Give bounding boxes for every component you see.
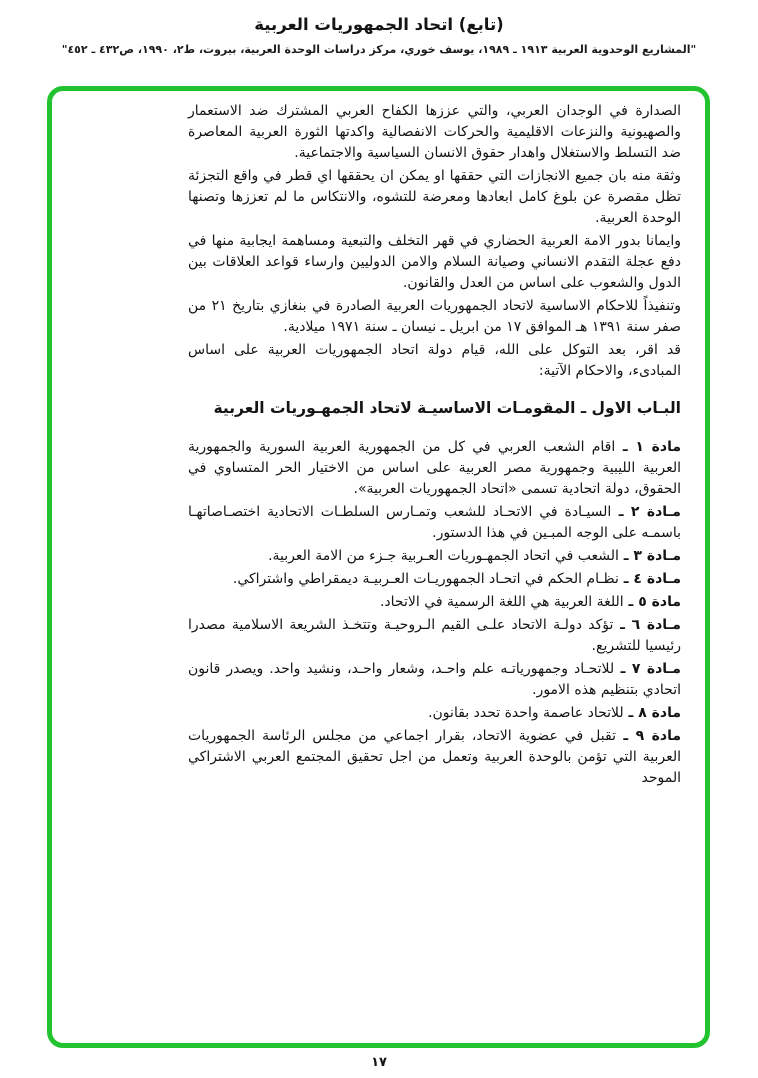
article-label: مـادة ٦ ـ [613, 617, 681, 633]
article-paragraph: مادة ٩ ـ تقبل في عضوية الاتحاد، بقرار اجماعي من مجلس الرئاسة الجمهوريات العربية التي تؤمن بالوحدة العربية وتعمل من اجل تحقيق المجتمع العربي الاشتراكي الموحد [188, 728, 682, 786]
section-heading: البـاب الاول ـ المقومـات الاساسيـة لاتحاد الجمهـوريات العربية [213, 399, 681, 417]
body-paragraph: الصدارة في الوجدان العربي، والتي عززها الكفاح العربي المشترك ضد الاستعمار والصهيونية والنزعات الاقليمية والحركات الانفصالية واكدتها الثورة العربية المعاصرة ضد التسلط والاستغلال واهدار حقوق الانسان السياسية والاجتماعية. [188, 103, 681, 161]
page-header [0, 0, 758, 57]
source-citation: "المشاريع الوحدوية العربية ١٩١٣ ـ ١٩٨٩، يوسف خوري، مركز دراسات الوحدة العربية، بيروت، ط٢، ١٩٩٠، ص٤٣٢ ـ ٤٥٢" [61, 43, 697, 56]
page-number: ١٧ [371, 1055, 387, 1070]
article-label: مادة ٩ ـ [616, 728, 682, 744]
document-body [188, 101, 681, 789]
article-paragraph: مـادة ٦ ـ تؤكد دولـة الاتحاد علـى القيم الـروحيـة وتتخـذ الشريعة الاسلامية مصدرا رئيسيا للتشريع. [188, 617, 681, 654]
body-paragraph: وثقة منه بان جميع الانجازات التي حققها او يمكن ان يحققها اي قطر في واقع التجزئة تظل مقصرة عن بلوغ كامل ابعادها ومعرضة للتشوه، والانتكاس ما لم تعززها وتصنها الوحدة العربية. [188, 168, 681, 226]
page-footer [0, 1051, 758, 1070]
article-paragraph: مـادة ٤ ـ نظـام الحكم في اتحـاد الجمهوريـات العـربيـة ديمقراطي واشتراكي. [232, 571, 681, 587]
article-label: مـادة ٧ ـ [614, 661, 681, 677]
document-title: (تابع) اتحاد الجمهوريات العربية [254, 15, 504, 34]
body-paragraph: وتنفيذاً للاحكام الاساسية لاتحاد الجمهوريات العربية الصادرة في بنغازي بتاريخ ٢١ من صفر سنة ١٣٩١ هـ الموافق ١٧ من ابريل ـ نيسان ـ سنة ١٩٧١ ميلادية. [188, 298, 681, 335]
body-paragraph: قد اقر، بعد التوكل على الله، قيام دولة اتحاد الجمهوريات العربية على اساس المبادىء، والاحكام الآتية: [188, 342, 681, 379]
green-border-frame [47, 86, 710, 1048]
article-label: مـادة ٢ ـ [611, 504, 681, 520]
article-paragraph: مادة ١ ـ اقام الشعب العربي في كل من الجمهورية العربية السورية والجمهورية العربية الليبية وجمهورية مصر العربية على اساس من الاختيار الحر المتساوي في الحقوق، دولة اتحادية تسمى «اتحاد الجمهوريات العربية». [188, 439, 681, 497]
article-label: مـادة ٤ ـ [618, 571, 681, 587]
article-label: مادة ١ ـ [615, 439, 681, 455]
article-paragraph: مـادة ٣ ـ الشعب في اتحاد الجمهـوريات العـربية جـزء من الامة العربية. [268, 548, 681, 564]
article-label: مـادة ٣ ـ [618, 548, 681, 564]
article-label: مادة ٨ ـ [623, 705, 681, 721]
article-paragraph: مادة ٥ ـ اللغة العربية هي اللغة الرسمية في الاتحاد. [379, 594, 681, 610]
article-label: مادة ٥ ـ [623, 594, 681, 610]
article-paragraph: مادة ٨ ـ للاتحاد عاصمة واحدة تحدد بقانون. [428, 705, 681, 721]
article-paragraph: مـادة ٢ ـ السيـادة في الاتحـاد للشعب وتمـارس السلطـات الاتحادية اختصـاصاتهـا باسمـه على الوجه المبـين في هذا الدستور. [188, 504, 681, 541]
body-paragraph: وايمانا بدور الامة العربية الحضاري في قهر التخلف والتبعية ومساهمة ايجابية منها في دفع عجلة التقدم الانساني وصيانة السلام والامن الدوليين وارساء قواعد العلاقات بين الدول والشعوب على اساس من العدل والقانون. [188, 233, 681, 291]
article-paragraph: مـادة ٧ ـ للاتحـاد وجمهورياتـه علم واحـد، وشعار واحـد، ونشيد واحد. ويصدر قانون اتحادي بتنظيم هذه الامور. [188, 661, 681, 698]
